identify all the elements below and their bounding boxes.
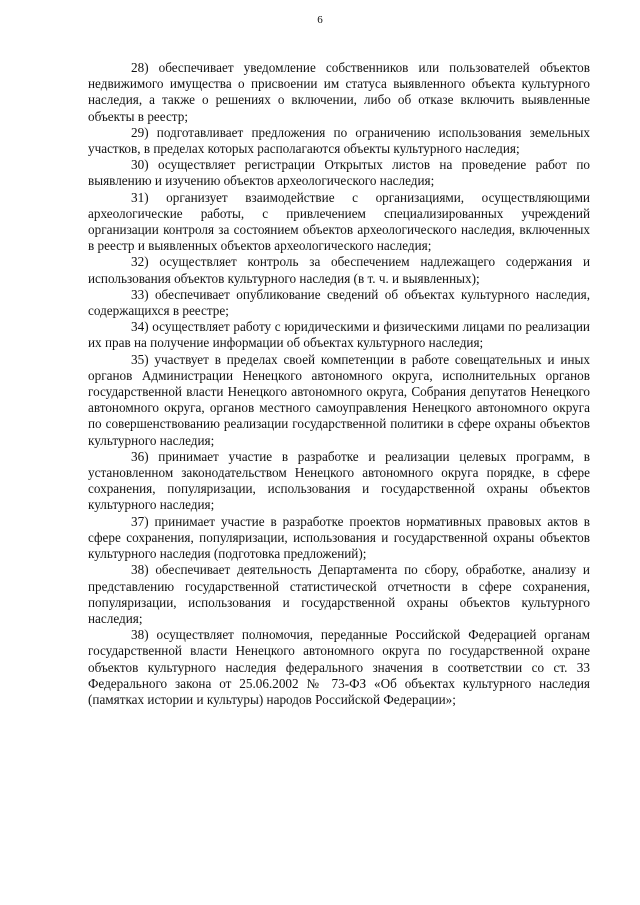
- clause-36: 36) принимает участие в разработке и реализации целевых программ, в установленном законодательством Ненецкого автономного округа порядке, в сфере сохранения, популяризации, использования и государственной охраны объектов культурного наследия;: [88, 448, 590, 513]
- clause-32: 32) осуществляет контроль за обеспечением надлежащего содержания и использования объектов культурного наследия (в т. ч. и выявленных);: [88, 254, 590, 286]
- clause-30: 30) осуществляет регистрации Открытых листов на проведение работ по выявлению и изучению объектов археологического наследия;: [88, 157, 590, 189]
- clause-28: 28) обеспечивает уведомление собственников или пользователей объектов недвижимого имущества о присвоении им статуса выявленного объекта культурного наследия, а также о решениях о включении, либо об отказе включить выявленные объекты в реестр;: [88, 60, 590, 124]
- clause-38b: 38) осуществляет полномочия, переданные Российской Федерацией органам государственной власти Ненецкого автономного округа по государственной охране объектов культурного наследия федерального значения в соответствии со ст. 33 Федерального закона от 25.06.2002 № 73-ФЗ «Об объектах культурного наследия (памятках истории и культуры) народов Российской Федерации»;: [88, 627, 590, 707]
- clause-34: 34) осуществляет работу с юридическими и физическими лицами по реализации их прав на получение информации об объектах культурного наследия;: [88, 319, 590, 351]
- clause-31: 31) организует взаимодействие с организациями, осуществляющими археологические работы, с привлечением специализированных учреждений организации контроля за состоянием объектов археологического наследия, включенных в реестр и выявленных объектов археологического наследия;: [88, 189, 590, 254]
- page-number: 6: [317, 14, 323, 26]
- clause-33: 33) обеспечивает опубликование сведений об объектах культурного наследия, содержащихся в реестре;: [88, 286, 590, 319]
- clause-38a: 38) обеспечивает деятельность Департамента по сбору, обработке, анализу и представлению государственной статистической отчетности в сфере сохранения, популяризации, использования и государственной охраны объектов культурного наследия;: [88, 562, 590, 626]
- document-body: [88, 60, 590, 708]
- clause-35: 35) участвует в пределах своей компетенции в работе совещательных и иных органов Администрации Ненецкого автономного округа, исполнительных органов государственной власти Ненецкого автономного округа, Собрания депутатов Ненецкого автономного округа, органов местного самоуправления Ненецкого автономного округа по совершенствованию реализации государственной политики в сфере охраны объектов культурного наследия;: [88, 351, 590, 448]
- clause-29: 29) подготавливает предложения по ограничению использования земельных участков, в пределах которых располагаются объекты культурного наследия;: [88, 124, 590, 157]
- clause-37: 37) принимает участие в разработке проектов нормативных правовых актов в сфере сохранения, популяризации, использования и государственной охраны объектов культурного наследия (подготовка предложений);: [88, 513, 590, 562]
